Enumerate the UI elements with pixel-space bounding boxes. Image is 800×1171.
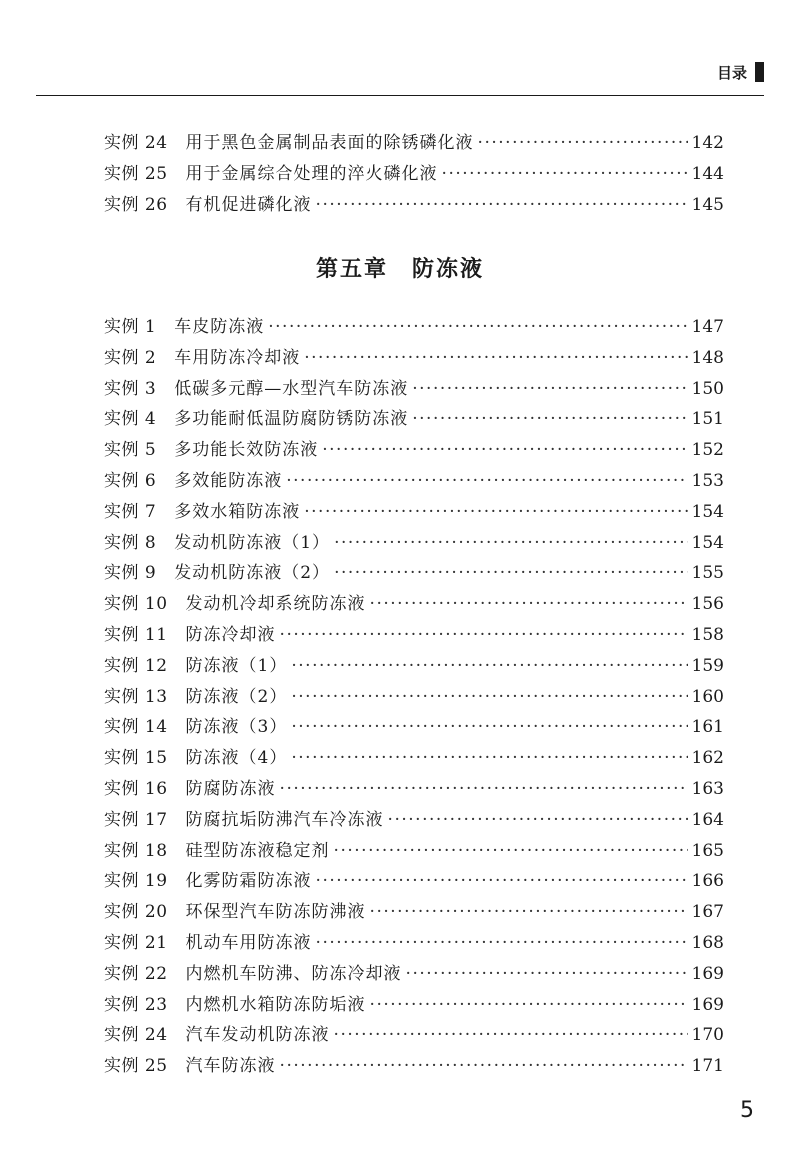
toc-entry[interactable] (104, 312, 724, 343)
dot-leader (334, 1020, 688, 1051)
toc-entry-title: 防冻液（1） (185, 655, 288, 676)
toc-entry-title: 防冻液（2） (185, 686, 288, 707)
toc-entry[interactable] (104, 712, 724, 743)
toc-entry[interactable] (104, 620, 724, 651)
dot-leader (286, 466, 687, 497)
toc-entry-page: 142 (691, 133, 724, 153)
toc-entry-page: 144 (691, 163, 724, 184)
toc-entry-title: 多效水箱防冻液 (174, 501, 301, 522)
toc-entry[interactable] (104, 558, 724, 589)
toc-entry-title: 用于金属综合处理的淬火磷化液 (185, 163, 438, 184)
dot-leader (412, 404, 687, 435)
toc-entry-title: 多效能防冻液 (174, 470, 283, 491)
dot-leader (322, 435, 687, 466)
toc-entry-page: 169 (691, 963, 724, 984)
toc-entry[interactable] (104, 404, 724, 435)
toc-entry-page: 154 (691, 532, 724, 553)
toc-entry-label: 实例 13 (104, 686, 168, 707)
dot-leader (280, 774, 688, 805)
toc-entry-label: 实例 22 (104, 963, 168, 984)
toc-entry[interactable] (104, 374, 724, 405)
toc-entry-page: 162 (691, 748, 724, 769)
toc-entry[interactable] (104, 497, 724, 528)
dot-leader (370, 589, 688, 620)
toc-entry-title: 汽车防冻液 (185, 1056, 276, 1077)
toc-entry[interactable] (104, 528, 724, 559)
toc-entry-label: 实例 2 (104, 347, 157, 368)
toc-entry-label: 实例 5 (104, 440, 157, 461)
toc-entry-title: 多功能长效防冻液 (174, 440, 319, 461)
dot-leader (442, 159, 688, 190)
toc-entry[interactable] (104, 866, 724, 897)
toc-entry-label: 实例 15 (104, 748, 168, 769)
dot-leader (316, 190, 688, 221)
toc-entry-title: 化雾防霜防冻液 (185, 871, 312, 892)
dot-leader (334, 528, 687, 559)
toc-entry[interactable] (104, 651, 724, 682)
toc-entry-label: 实例 8 (104, 532, 157, 553)
toc-entry-page: 159 (691, 655, 724, 676)
toc-entry-title: 车皮防冻液 (174, 317, 265, 337)
toc-entry[interactable] (104, 190, 724, 221)
toc-entry-label: 实例 25 (104, 163, 168, 184)
toc-entry-page: 151 (691, 409, 724, 430)
toc-entry-title: 多功能耐低温防腐防锈防冻液 (174, 409, 409, 430)
toc-entry-label: 实例 3 (104, 378, 157, 399)
toc-entry-label: 实例 4 (104, 409, 157, 430)
toc-entry-page: 165 (691, 840, 724, 861)
toc-entry-page: 169 (691, 994, 724, 1015)
toc-entry-page: 154 (691, 501, 724, 522)
toc-entry-label: 实例 14 (104, 717, 168, 738)
toc-entry-title: 有机促进磷化液 (185, 194, 312, 215)
toc-entry-label: 实例 24 (104, 133, 168, 153)
dot-leader (316, 928, 688, 959)
toc-entry-page: 153 (691, 470, 724, 491)
toc-entry[interactable] (104, 682, 724, 713)
toc-entry-title: 机动车用防冻液 (185, 932, 312, 953)
toc-entry-title: 汽车发动机防冻液 (185, 1025, 330, 1046)
toc-entry-label: 实例 16 (104, 778, 168, 799)
running-header (717, 60, 764, 84)
dot-leader (280, 1051, 688, 1082)
toc-entry[interactable] (104, 897, 724, 928)
toc-entry-title: 发动机防冻液（2） (174, 563, 331, 584)
toc-entry[interactable] (104, 1051, 724, 1082)
toc-entry[interactable] (104, 743, 724, 774)
toc-entry-page: 164 (691, 809, 724, 830)
toc-entry-title: 防冻液（3） (185, 717, 288, 738)
toc-entry-page: 160 (691, 686, 724, 707)
toc-entry-title: 用于黑色金属制品表面的除锈磷化液 (185, 133, 474, 153)
toc-entry-label: 实例 11 (104, 624, 168, 645)
toc-entry-label: 实例 9 (104, 563, 157, 584)
toc-entry-title: 内燃机水箱防冻防垢液 (185, 994, 366, 1015)
toc-entry-title: 硅型防冻液稳定剂 (185, 840, 330, 861)
toc-entry-label: 实例 24 (104, 1025, 168, 1046)
toc-entry[interactable] (104, 928, 724, 959)
toc-entry-page: 168 (691, 932, 724, 953)
dot-leader (291, 712, 687, 743)
toc-entry-label: 实例 23 (104, 994, 168, 1015)
toc-entry-label: 实例 26 (104, 194, 168, 215)
toc-entry-page: 158 (691, 624, 724, 645)
dot-leader (268, 312, 687, 343)
dot-leader (370, 990, 688, 1021)
chapter-toc (104, 312, 724, 1082)
toc-entry-page: 156 (691, 594, 724, 615)
toc-entry-page: 155 (691, 563, 724, 584)
toc-entry-label: 实例 18 (104, 840, 168, 861)
toc-entry[interactable] (104, 466, 724, 497)
dot-leader (291, 651, 687, 682)
dot-leader (406, 959, 688, 990)
toc-entry-page: 145 (691, 194, 724, 215)
toc-entry-title: 内燃机车防沸、防冻冷却液 (185, 963, 402, 984)
toc-entry-label: 实例 1 (104, 317, 157, 337)
dot-leader (304, 343, 687, 374)
toc-entry-page: 166 (691, 871, 724, 892)
header-bar-mark (755, 62, 764, 82)
toc-entry-title: 低碳多元醇—水型汽车防冻液 (174, 378, 409, 399)
toc-entry-label: 实例 7 (104, 501, 157, 522)
toc-entry[interactable] (104, 435, 724, 466)
toc-entry-title: 车用防冻冷却液 (174, 347, 301, 368)
toc-entry[interactable] (104, 990, 724, 1021)
toc-entry-title: 防腐防冻液 (185, 778, 276, 799)
toc-entry-page: 147 (691, 317, 724, 337)
toc-entry-page: 170 (691, 1025, 724, 1046)
toc-entry[interactable] (104, 959, 724, 990)
toc-entry-label: 实例 6 (104, 470, 157, 491)
dot-leader (478, 128, 688, 159)
toc-entry[interactable] (104, 1020, 724, 1051)
toc-entry-page: 171 (691, 1056, 724, 1077)
toc-entry[interactable] (104, 159, 724, 190)
toc-entry-label: 实例 12 (104, 655, 168, 676)
toc-entry-label: 实例 10 (104, 594, 168, 615)
dot-leader (280, 620, 688, 651)
toc-entry-page: 148 (691, 347, 724, 368)
toc-entry-title: 防腐抗垢防沸汽车冷冻液 (185, 809, 384, 830)
toc-entry[interactable] (104, 589, 724, 620)
dot-leader (370, 897, 688, 928)
toc-entry-label: 实例 17 (104, 809, 168, 830)
toc-entry-page: 152 (691, 440, 724, 461)
dot-leader (316, 866, 688, 897)
page-number: 5 (740, 1098, 754, 1123)
toc-entry-page: 163 (691, 778, 724, 799)
toc-entry[interactable] (104, 805, 724, 836)
prev-chapter-toc (104, 128, 724, 220)
chapter-title: 第五章 防冻液 (315, 257, 484, 282)
toc-entry-page: 150 (691, 378, 724, 399)
dot-leader (291, 743, 687, 774)
toc-entry-title: 防冻液（4） (185, 748, 288, 769)
dot-leader (388, 805, 688, 836)
dot-leader (334, 836, 688, 867)
dot-leader (304, 497, 687, 528)
header-title: 目录 (716, 63, 747, 82)
toc-entry[interactable] (104, 128, 724, 159)
toc-entry-title: 发动机冷却系统防冻液 (185, 594, 366, 615)
toc-entry-title: 发动机防冻液（1） (174, 532, 331, 553)
toc-entry-label: 实例 25 (104, 1056, 168, 1077)
toc-entry[interactable] (104, 836, 724, 867)
header-rule (36, 95, 764, 96)
toc-entry-page: 167 (691, 902, 724, 923)
dot-leader (334, 558, 687, 589)
toc-entry-title: 环保型汽车防冻防沸液 (185, 902, 366, 923)
toc-entry-label: 实例 20 (104, 902, 168, 923)
toc-entry[interactable] (104, 343, 724, 374)
toc-entry[interactable] (104, 774, 724, 805)
dot-leader (412, 374, 687, 405)
toc-entry-label: 实例 19 (104, 871, 168, 892)
toc-entry-label: 实例 21 (104, 932, 168, 953)
toc-entry-title: 防冻冷却液 (185, 624, 276, 645)
dot-leader (291, 682, 687, 713)
toc-entry-page: 161 (691, 717, 724, 738)
